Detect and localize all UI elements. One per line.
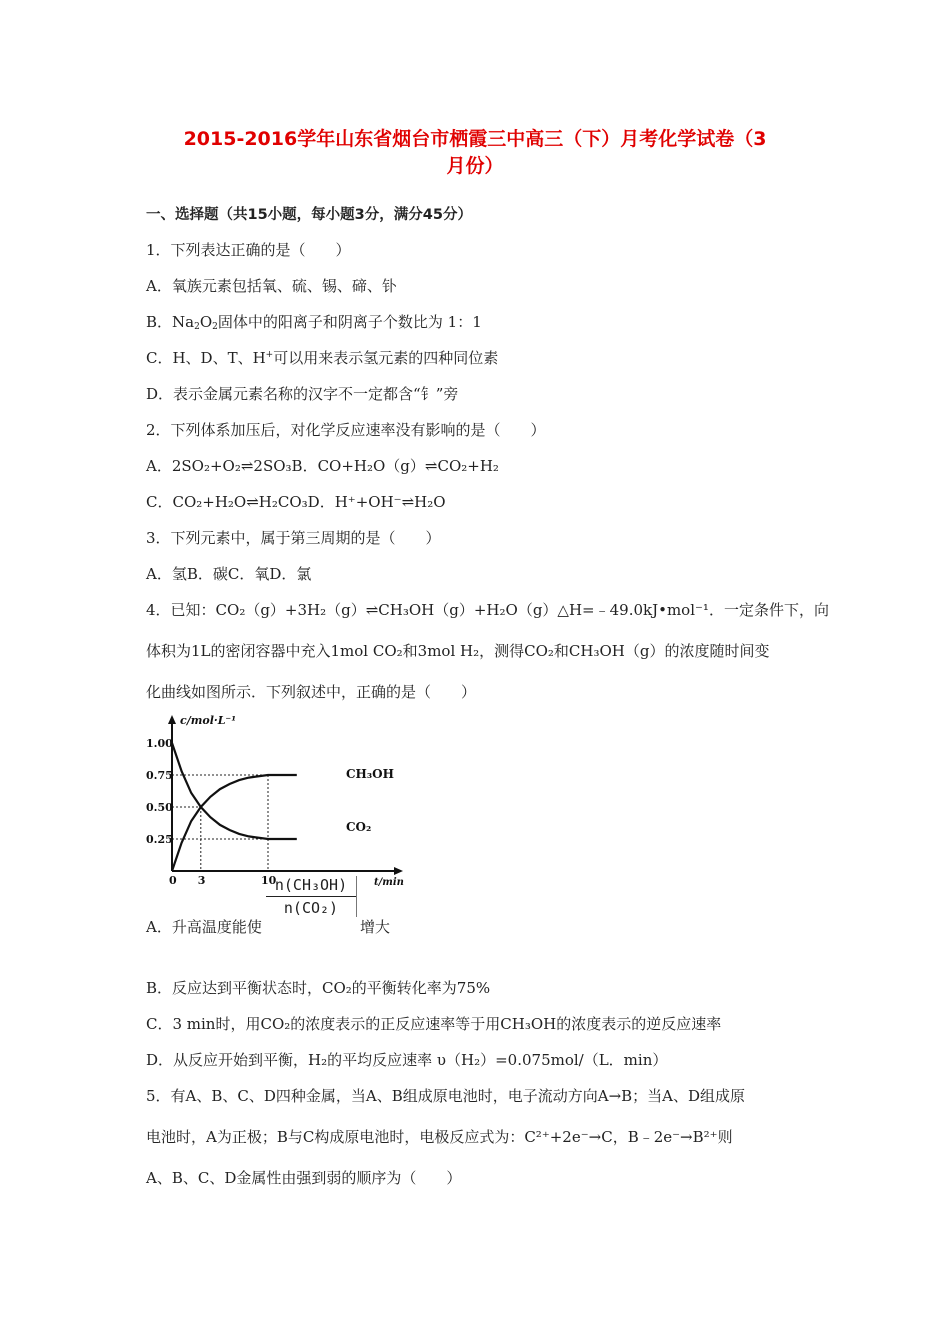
concentration-time-chart: [146, 712, 416, 887]
y-axis-label: c/mol·L⁻¹: [180, 714, 237, 727]
fraction-denominator: n(CO₂): [283, 899, 339, 917]
exam-title-line2: 月份）: [446, 155, 504, 177]
exam-title: [90, 126, 860, 180]
q4-option-a-fraction: [266, 876, 357, 917]
x-tick-label: 10: [261, 874, 277, 887]
chart-labels: [146, 714, 404, 887]
q4-option-d: D．从反应开始到平衡，H₂的平均反应速率 υ（H₂）=0.075mol/（L．min）: [146, 1051, 668, 1069]
y-tick-label: 0.50: [146, 801, 173, 814]
q1-stem: 1．下列表达正确的是（ ）: [146, 241, 351, 259]
q4-option-a-suffix: 增大: [360, 918, 391, 936]
fraction-numerator: n(CH₃OH): [266, 876, 356, 897]
q5-stem-line2: 电池时，A为正极；B与C构成原电池时，电极反应式为：C²⁺+2e⁻→C，B﹣2e⁻→B²⁺则: [146, 1128, 733, 1146]
q2-options-ab: A．2SO₂+O₂⇌2SO₃B．CO+H₂O（g）⇌CO₂+H₂: [146, 457, 499, 475]
q2-options-cd: C．CO₂+H₂O⇌H₂CO₃D．H⁺+OH⁻⇌H₂O: [146, 493, 446, 511]
q4-stem-line1: 4．已知：CO₂（g）+3H₂（g）⇌CH₃OH（g）+H₂O（g）△H=﹣49.0kJ•mol⁻¹．一定条件下，向: [146, 601, 829, 619]
x-tick-label: 0: [169, 874, 177, 887]
q4-option-c: C．3 min时，用CO₂的浓度表示的正反应速率等于用CH₃OH的浓度表示的逆反应速率: [146, 1015, 722, 1033]
q4-stem-line2: 体积为1L的密闭容器中充入1mol CO₂和3mol H₂，测得CO₂和CH₃OH（g）的浓度随时间变: [146, 642, 770, 660]
q5-stem-line1: 5．有A、B、C、D四种金属，当A、B组成原电池时，电子流动方向A→B；当A、D组成原: [146, 1087, 746, 1105]
chart-lines: [172, 743, 297, 871]
x-tick-label: 3: [197, 874, 206, 887]
q5-stem-line3: A、B、C、D金属性由强到弱的顺序为（ ）: [146, 1169, 462, 1187]
x-axis-label: t/min: [374, 877, 404, 887]
y-tick-label: 0.25: [146, 833, 173, 846]
q2-stem: 2．下列体系加压后，对化学反应速率没有影响的是（ ）: [146, 421, 546, 439]
y-tick-label: 0.75: [146, 769, 173, 782]
chart-axes: [168, 715, 403, 875]
q1-option-a: A．氧族元素包括氧、硫、锡、碲、钋: [146, 277, 397, 295]
q1-option-d: D．表示金属元素名称的汉字不一定都含“钅”旁: [146, 385, 459, 403]
q1-option-c: C．H、D、T、H+可以用来表示氢元素的四种同位素: [146, 349, 499, 367]
q4-option-a-text: A．升高温度能使: [146, 918, 262, 936]
q4-stem-line3: 化曲线如图所示．下列叙述中，正确的是（ ）: [146, 683, 477, 701]
y-axis-arrow: [168, 715, 176, 724]
q3-stem: 3．下列元素中，属于第三周期的是（ ）: [146, 529, 441, 547]
section-heading: 一、选择题（共15小题，每小题3分，满分45分）: [146, 207, 472, 223]
q1-option-b: B．$Na_2O_2$固体中的阳离子和阴离子个数比为 1：1: [146, 313, 482, 332]
y-tick-label: 1.00: [146, 737, 173, 750]
q4-option-b: B．反应达到平衡状态时，CO₂的平衡转化率为75%: [146, 979, 491, 997]
x-axis-arrow: [394, 867, 403, 875]
series-label-co2: CO₂: [346, 820, 372, 834]
exam-title-line1: 2015-2016学年山东省烟台市栖霞三中高三（下）月考化学试卷（3: [183, 128, 767, 150]
q3-options: A．氢B．碳C．氧D．氯: [146, 565, 312, 583]
series-label-ch3oh: CH₃OH: [346, 767, 394, 781]
